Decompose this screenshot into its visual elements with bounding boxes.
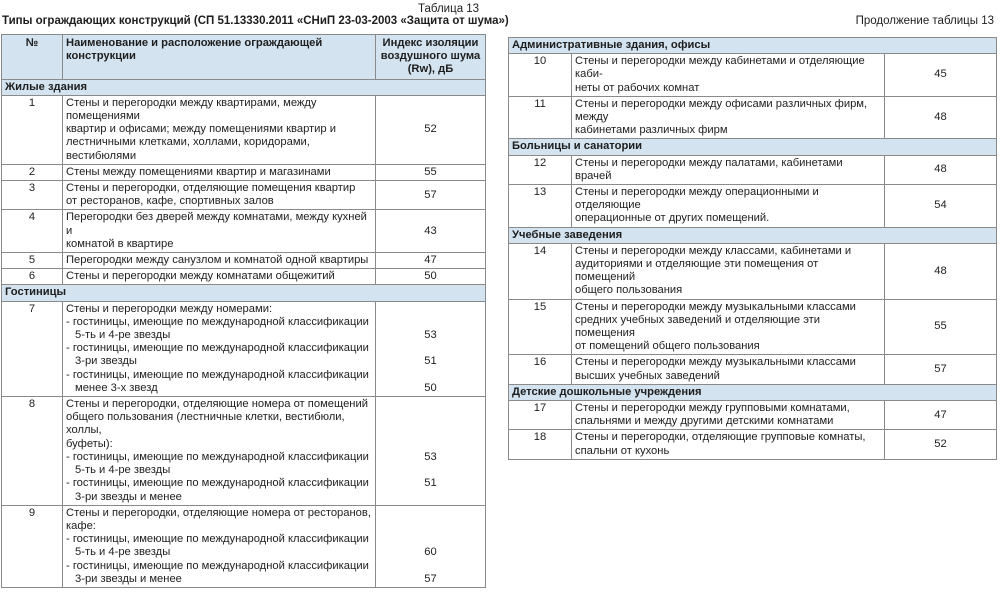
index-value [379,369,482,382]
row-number: 14 [509,243,572,299]
section-title: Учебные заведения [509,227,997,243]
row-description [63,505,376,587]
section-row [2,285,486,301]
row-values [376,397,486,506]
description-line: кафе: [66,519,96,532]
description-line: общего пользования [575,284,683,297]
row-description [63,164,376,180]
index-value: 45 [885,54,997,97]
description-line: Стены и перегородки между кабинетами и отделяющие каби- [575,55,865,81]
description-line: спальнями и между другими детскими комнатами [575,415,834,428]
row-number: 16 [509,355,572,384]
description-line: - гостиницы, имеющие по международной классификации [66,342,369,355]
table-row [2,210,486,253]
section-title: Жилые здания [2,79,486,95]
description-line: - гостиницы, имеющие по международной классификации [66,559,369,572]
index-value [379,464,482,477]
section-row [2,79,486,95]
index-value [379,533,482,546]
row-description [63,269,376,285]
index-value: 51 [424,477,437,490]
description-line: Стены и перегородки между квартирами, между помещениями [66,96,317,123]
index-value: 53 [424,450,437,463]
index-value: 50 [424,381,437,394]
description-line: Стены между помещениями квартир и магазинами [66,165,331,178]
description-line: Стены и перегородки между номерами: [66,302,273,315]
description-line: 5-ть и 4-ре звезды [75,546,171,559]
row-number: 11 [509,96,572,139]
index-value: 57 [885,355,997,384]
description-line: 3-ри звезды и менее [75,572,182,585]
row-number: 8 [2,397,63,506]
description-line: Стены и перегородки между групповыми комнатами, [575,402,850,415]
table-row [509,155,997,184]
index-value [379,520,482,533]
description-line: лестничными клетками, холлами, коридорами, вестибюлями [66,136,310,162]
description-line: неты от рабочих комнат [575,81,700,94]
table-row [509,243,997,299]
index-value [379,424,482,437]
row-values [376,505,486,587]
index-value: 60 [424,546,437,559]
index-value: 51 [424,355,437,368]
description-line: высших учебных заведений [575,369,720,382]
description-line: операционные от других помещений. [575,212,770,225]
description-line: общего пользования (лестничные клетки, вестибюли, холлы, [66,411,345,437]
description-line: квартир и офисами; между помещениями квартир и [66,123,337,136]
table-row [509,355,997,384]
index-value [379,342,482,355]
description-line: кабинетами различных фирм [575,124,728,137]
index-value: 57 [424,572,437,585]
row-number: 4 [2,210,63,253]
row-description [572,401,885,430]
row-description [572,185,885,228]
section-row [509,384,997,400]
description-line: - гостиницы, имеющие по международной классификации [66,368,369,381]
description-line: спальни от кухонь [575,444,670,457]
row-number: 1 [2,95,63,164]
description-line: Стены и перегородки, отделяющие помещения квартир [66,182,356,195]
row-number: 13 [509,185,572,228]
row-number: 2 [2,164,63,180]
row-description [63,95,376,164]
row-number: 7 [2,301,63,396]
table-row [2,505,486,587]
table-row [509,54,997,97]
row-number: 12 [509,155,572,184]
section-row [509,139,997,155]
header-index: Индекс изоляции воздушного шума (Rw), дБ [376,35,486,80]
index-value: 50 [376,269,486,285]
section-title: Гостиницы [2,285,486,301]
row-description [572,430,885,459]
description-line: средних учебных заведений и отделяющие эти помещения [575,313,821,340]
table-row [509,401,997,430]
table-row [2,301,486,396]
table-row [509,185,997,228]
table-row [509,299,997,355]
description-line: 5-ть и 4-ре звезды [75,464,171,477]
description-line: - гостиницы, имеющие по международной классификации [66,315,369,328]
header-name: Наименование и расположение ограждающей конструкции [63,35,376,80]
description-line: аудиториями и отделяющие эти помещения от помещений [575,258,819,284]
row-number: 15 [509,299,572,355]
description-line: 5-ть и 4-ре звезды [75,329,171,342]
row-description [572,299,885,355]
continuation-label: Продолжение таблицы 13 [855,15,994,27]
table-row [2,253,486,269]
index-value [379,438,482,451]
index-value: 43 [376,210,486,253]
index-value: 47 [376,253,486,269]
header-no: № [2,35,63,80]
description-line: - гостиницы, имеющие по международной классификации [66,533,369,546]
row-description [572,155,885,184]
description-line: Стены и перегородки между офисами различных фирм, между [575,97,868,124]
index-value: 54 [885,185,997,228]
description-line: Стены и перегородки между операционными и отделяющие [575,186,819,212]
description-line: от помещений общего пользования [575,340,760,353]
description-line: Стены и перегородки между музыкальными классами [575,356,856,369]
description-line: менее 3-х звезд [75,381,158,394]
index-value [379,507,482,520]
index-value: 52 [885,430,997,459]
table-row [509,96,997,139]
row-number: 18 [509,430,572,459]
table-row [2,164,486,180]
index-value [379,316,482,329]
description-line: Стены и перегородки между музыкальными классами [575,300,856,313]
description-line: 3-ри звезды [75,355,137,368]
table-row [2,95,486,164]
index-value: 53 [424,329,437,342]
left-table [1,34,486,588]
table-number: Таблица 13 [418,3,480,15]
description-line: Стены и перегородки между палатами, кабинетами врачей [575,156,843,182]
section-title: Административные здания, офисы [509,38,997,54]
table-row [2,181,486,210]
index-value: 47 [885,401,997,430]
row-description [63,253,376,269]
description-line: Перегородки без дверей между комнатами, между кухней и [66,211,367,237]
description-line: Стены и перегородки, отделяющие номера от ресторанов, [66,506,371,519]
description-line: Стены и перегородки, отделяющие групповые комнаты, [575,431,866,444]
table-row [2,269,486,285]
index-value [379,559,482,572]
index-value [379,411,482,424]
row-description [572,355,885,384]
row-number: 3 [2,181,63,210]
description-line: комнатой в квартире [66,237,174,250]
section-title: Детские дошкольные учреждения [509,384,997,400]
description-line: Перегородки между санузлом и комнатой одной квартиры [66,254,369,267]
description-line: Стены и перегородки между комнатами общежитий [66,270,335,283]
section-row [509,38,997,54]
description-line: - гостиницы, имеющие по международной классификации [66,477,369,490]
table-header-row [2,35,486,80]
row-description [63,181,376,210]
row-description [572,243,885,299]
description-line: - гостиницы, имеющие по международной классификации [66,450,369,463]
index-value: 55 [376,164,486,180]
index-value: 57 [376,181,486,210]
index-value: 48 [885,155,997,184]
row-values [376,301,486,396]
index-value: 48 [885,243,997,299]
index-value [379,398,482,411]
row-number: 10 [509,54,572,97]
index-value [379,303,482,316]
index-value: 52 [376,95,486,164]
description-line: от ресторанов, кафе, спортивных залов [66,195,274,208]
index-value: 48 [885,96,997,139]
row-description [63,301,376,396]
row-description [63,397,376,506]
description-line: 3-ри звезды и менее [75,490,182,503]
description-line: Стены и перегородки между классами, кабинетами и [575,244,852,257]
row-description [63,210,376,253]
row-description [572,96,885,139]
section-title: Больницы и санатории [509,139,997,155]
right-table [508,37,997,460]
section-row [509,227,997,243]
index-value: 55 [885,299,997,355]
row-description [572,54,885,97]
row-number: 9 [2,505,63,587]
table-title: Типы ограждающих конструкций (СП 51.13330.2011 «СНиП 23-03-2003 «Защита от шума») [2,15,509,27]
row-number: 17 [509,401,572,430]
row-number: 6 [2,269,63,285]
table-row [509,430,997,459]
row-number: 5 [2,253,63,269]
table-row [2,397,486,506]
description-line: буфеты): [66,437,113,450]
description-line: Стены и перегородки, отделяющие номера от помещений [66,398,368,411]
